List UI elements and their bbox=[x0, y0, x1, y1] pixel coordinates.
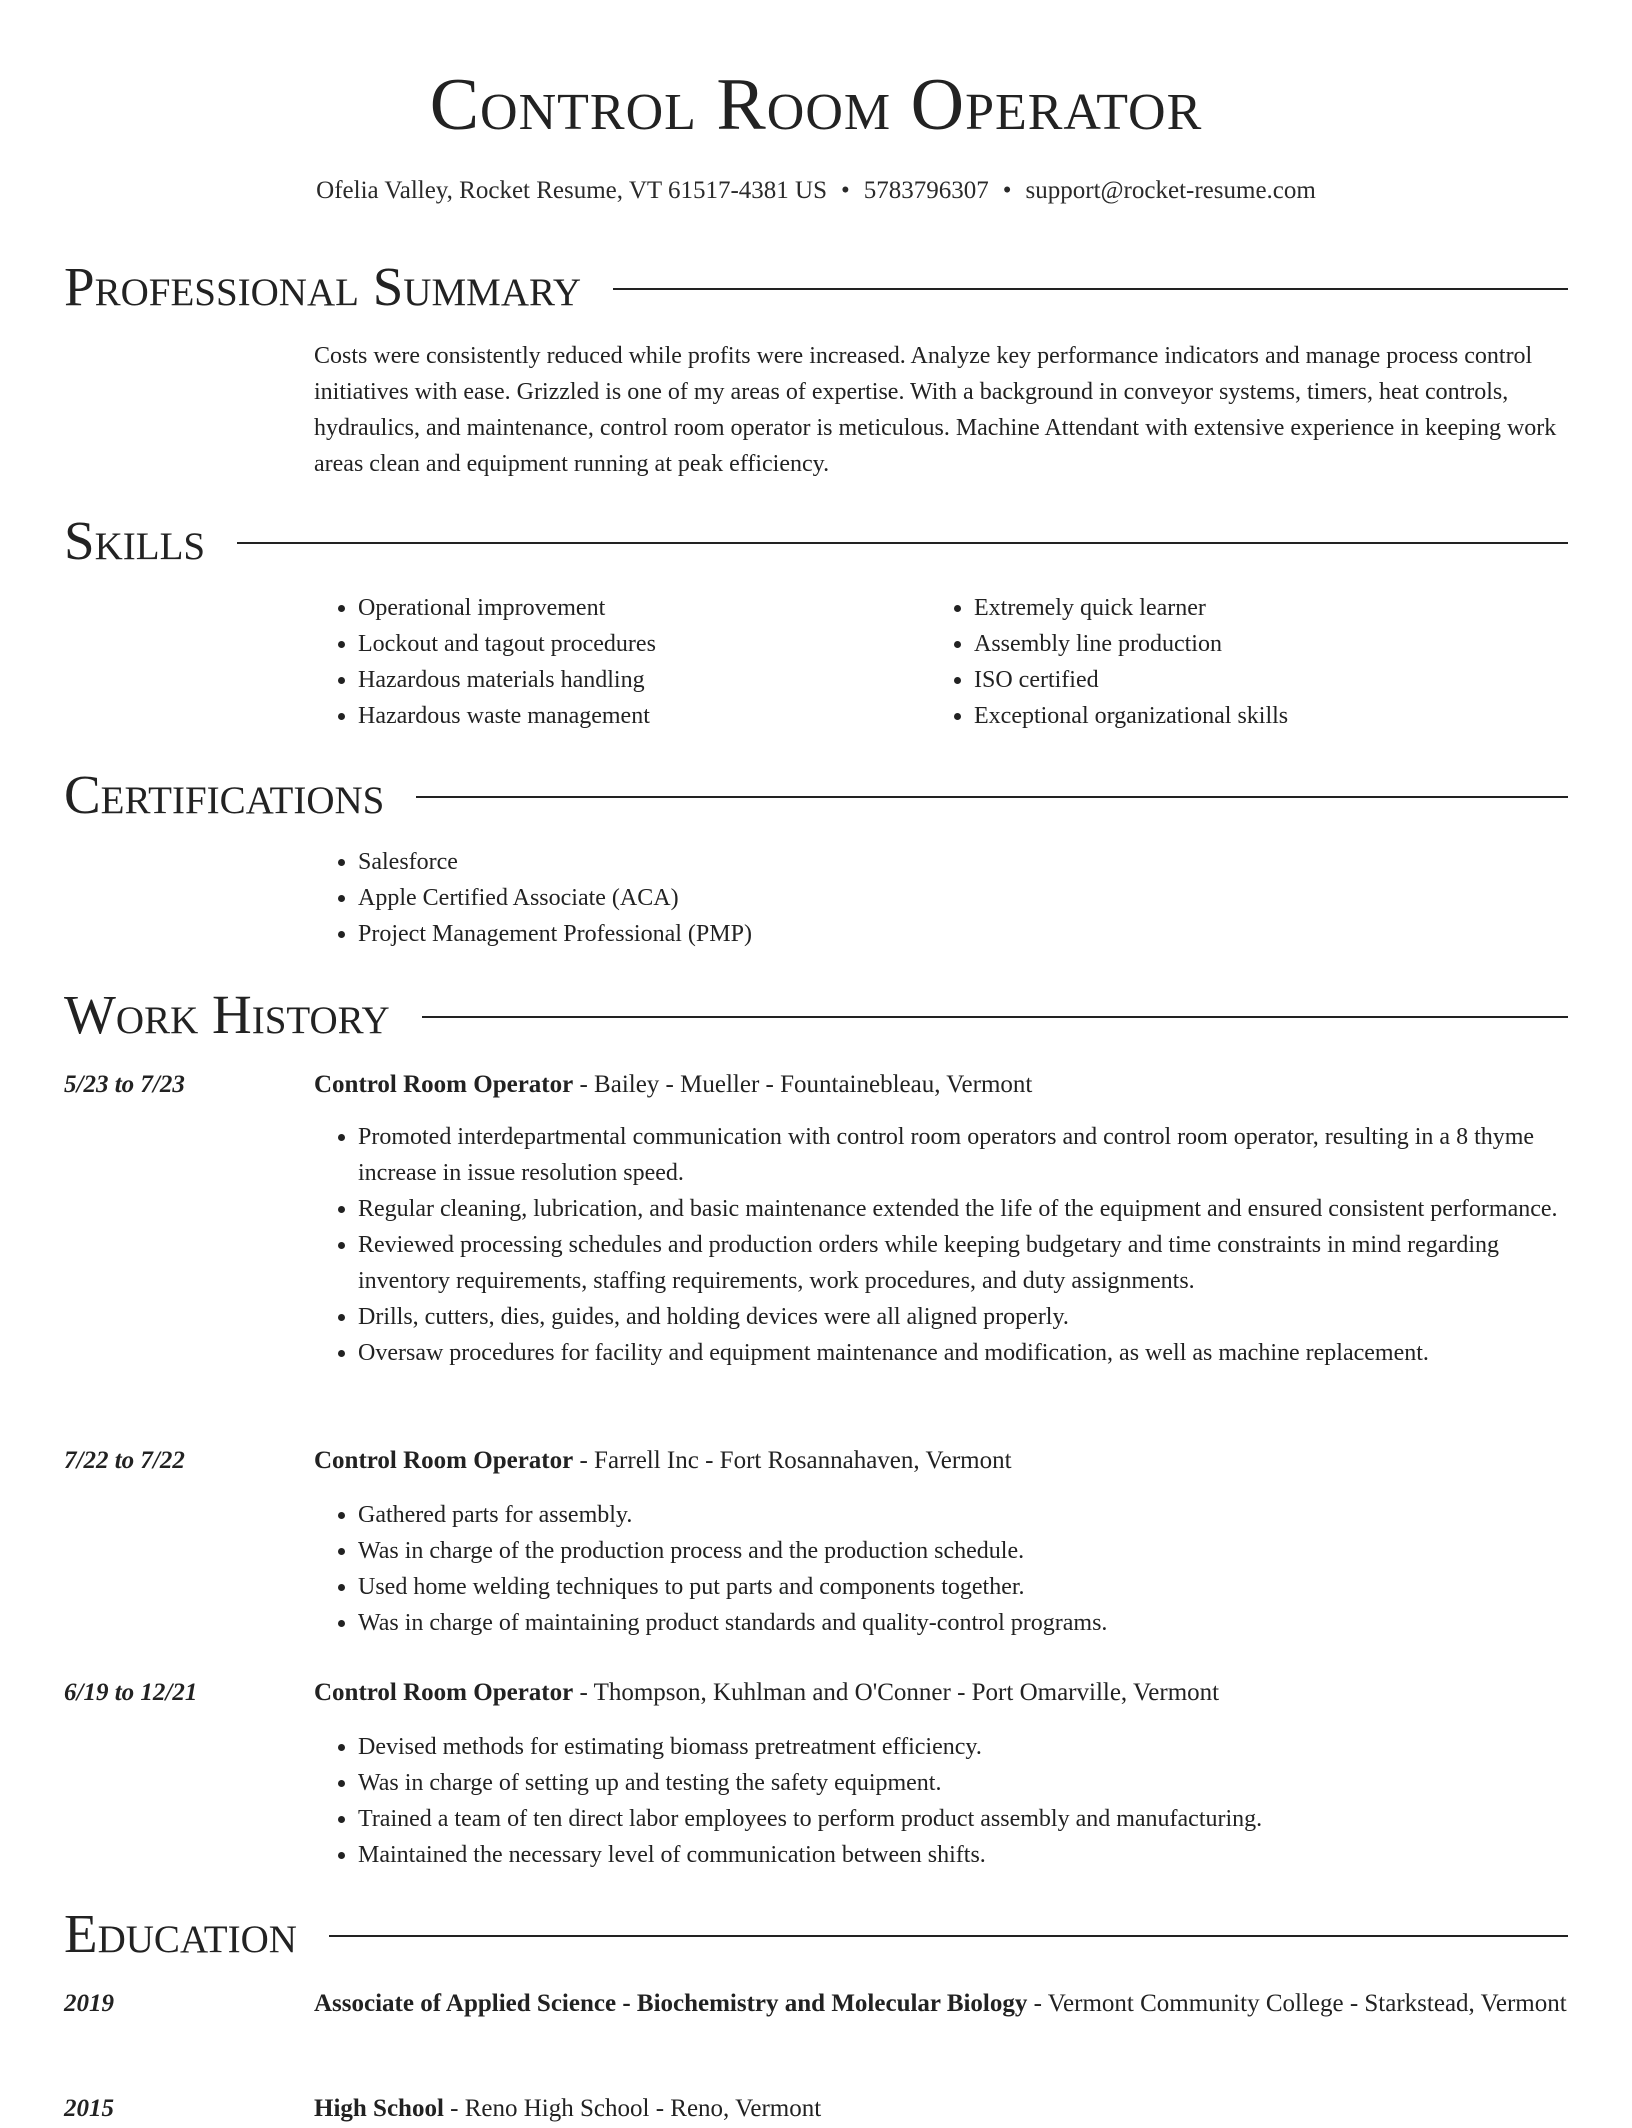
contact-separator: • bbox=[841, 177, 850, 204]
resume-title: Control Room Operator bbox=[429, 64, 1203, 146]
job-employer: - Bailey - Mueller - Fountainebleau, Vermont bbox=[573, 1071, 1033, 1098]
education-degree: High School bbox=[314, 2095, 444, 2122]
duty-item: • Promoted interdepartmental communication with control room operators and control room operator, resulting in a 8 thyme increase in issue resolution speed. bbox=[358, 1119, 1570, 1191]
summary-heading bbox=[64, 254, 1568, 320]
certification-item: • Salesforce bbox=[358, 844, 1570, 880]
skill-item: • ISO certified bbox=[974, 662, 1550, 698]
job-duties bbox=[314, 1729, 1570, 1873]
job-title: Control Room Operator bbox=[314, 1679, 574, 1706]
work-history-heading bbox=[64, 982, 1568, 1048]
education-degree: Associate of Applied Science - Biochemistry and Molecular Biology bbox=[314, 1990, 1028, 2017]
section-divider bbox=[329, 1935, 1568, 1937]
certification-item: • Apple Certified Associate (ACA) bbox=[358, 880, 1570, 916]
duty-item: • Devised methods for estimating biomass pretreatment efficiency. bbox=[358, 1729, 1570, 1765]
section-title: Professional Summary bbox=[64, 256, 582, 317]
skill-item: • Operational improvement bbox=[358, 590, 914, 626]
skill-item: • Lockout and tagout procedures bbox=[358, 626, 914, 662]
duty-item: • Trained a team of ten direct labor employees to perform product assembly and manufacturing. bbox=[358, 1801, 1570, 1837]
skill-item: • Exceptional organizational skills bbox=[974, 698, 1550, 734]
contact-line bbox=[0, 174, 1632, 208]
duty-item: • Oversaw procedures for facility and equipment maintenance and modification, as well as machine replacement. bbox=[358, 1335, 1570, 1371]
education-year: 2015 bbox=[64, 2095, 114, 2122]
education-school: - Vermont Community College - Starkstead, Vermont bbox=[1027, 1990, 1567, 2017]
summary-text: Costs were consistently reduced while profits were increased. Analyze key performance indicators and manage process control initiatives with ease. Grizzled is one of my areas of expertise. With a background in conveyor systems, timers, heat controls, hydraulics, and maintenance, control room operator is meticulous. Machine Attendant with extensive experience in keeping work areas clean and equipment running at peak efficiency. bbox=[314, 343, 1557, 477]
section-divider bbox=[613, 288, 1568, 290]
skill-item: • Extremely quick learner bbox=[974, 590, 1550, 626]
contact-address: Ofelia Valley, Rocket Resume, VT 61517-4381 US bbox=[316, 177, 827, 204]
section-title: Certifications bbox=[64, 764, 385, 825]
education-degree-line bbox=[314, 1985, 1570, 2023]
contact-email[interactable]: support@rocket-resume.com bbox=[1025, 177, 1316, 204]
section-divider bbox=[416, 796, 1568, 798]
contact-separator: • bbox=[1002, 177, 1012, 204]
job-duties bbox=[314, 1497, 1570, 1641]
certification-item: • Project Management Professional (PMP) bbox=[358, 916, 1570, 952]
section-title: Education bbox=[64, 1903, 297, 1964]
job-dates: 7/22 to 7/22 bbox=[64, 1447, 185, 1474]
contact-phone: 5783796307 bbox=[863, 177, 989, 204]
skills-list bbox=[930, 590, 1550, 734]
skills-column-right bbox=[930, 590, 1550, 734]
duty-item: • Regular cleaning, lubrication, and basic maintenance extended the life of the equipment and ensured consistent performance. bbox=[358, 1191, 1570, 1227]
section-title: Skills bbox=[64, 510, 206, 571]
skill-item: • Hazardous waste management bbox=[358, 698, 914, 734]
job-duties bbox=[314, 1119, 1570, 1371]
section-divider bbox=[237, 542, 1568, 544]
education-heading bbox=[64, 1901, 1568, 1967]
section-divider bbox=[422, 1016, 1568, 1018]
job-title-line bbox=[314, 1675, 1570, 1711]
job-title-line bbox=[314, 1443, 1570, 1479]
duty-item: • Was in charge of the production process and the production schedule. bbox=[358, 1533, 1570, 1569]
duties-list bbox=[314, 1497, 1570, 1641]
duties-list bbox=[314, 1729, 1570, 1873]
duty-item: • Drills, cutters, dies, guides, and holding devices were all aligned properly. bbox=[358, 1299, 1570, 1335]
duty-item: • Used home welding techniques to put parts and components together. bbox=[358, 1569, 1570, 1605]
duty-item: • Gathered parts for assembly. bbox=[358, 1497, 1570, 1533]
section-title: Work History bbox=[64, 984, 390, 1045]
job-employer: - Thompson, Kuhlman and O'Conner - Port Omarville, Vermont bbox=[573, 1679, 1220, 1706]
duty-item: • Reviewed processing schedules and production orders while keeping budgetary and time constraints in mind regarding inventory requirements, staffing requirements, work procedures, and duty assignments. bbox=[358, 1227, 1570, 1299]
duty-item: • Was in charge of setting up and testing the safety equipment. bbox=[358, 1765, 1570, 1801]
duties-list bbox=[314, 1119, 1570, 1371]
skill-item: • Assembly line production bbox=[974, 626, 1550, 662]
job-title: Control Room Operator bbox=[314, 1447, 574, 1474]
skills-list bbox=[314, 590, 914, 734]
job-title: Control Room Operator bbox=[314, 1071, 574, 1098]
skills-column-left bbox=[314, 590, 914, 734]
job-dates: 5/23 to 7/23 bbox=[64, 1071, 185, 1098]
job-employer: - Farrell Inc - Fort Rosannahaven, Vermont bbox=[573, 1447, 1012, 1474]
certifications-block bbox=[314, 844, 1570, 952]
certifications-list bbox=[314, 844, 1570, 952]
certifications-heading bbox=[64, 762, 1568, 828]
job-title-line bbox=[314, 1067, 1570, 1103]
education-degree-line bbox=[314, 2090, 1570, 2128]
skills-heading bbox=[64, 508, 1568, 574]
duty-item: • Was in charge of maintaining product standards and quality-control programs. bbox=[358, 1605, 1570, 1641]
job-dates: 6/19 to 12/21 bbox=[64, 1679, 198, 1706]
education-year: 2019 bbox=[64, 1990, 114, 2017]
education-school: - Reno High School - Reno, Vermont bbox=[443, 2095, 822, 2122]
skill-item: • Hazardous materials handling bbox=[358, 662, 914, 698]
duty-item: • Maintained the necessary level of communication between shifts. bbox=[358, 1837, 1570, 1873]
